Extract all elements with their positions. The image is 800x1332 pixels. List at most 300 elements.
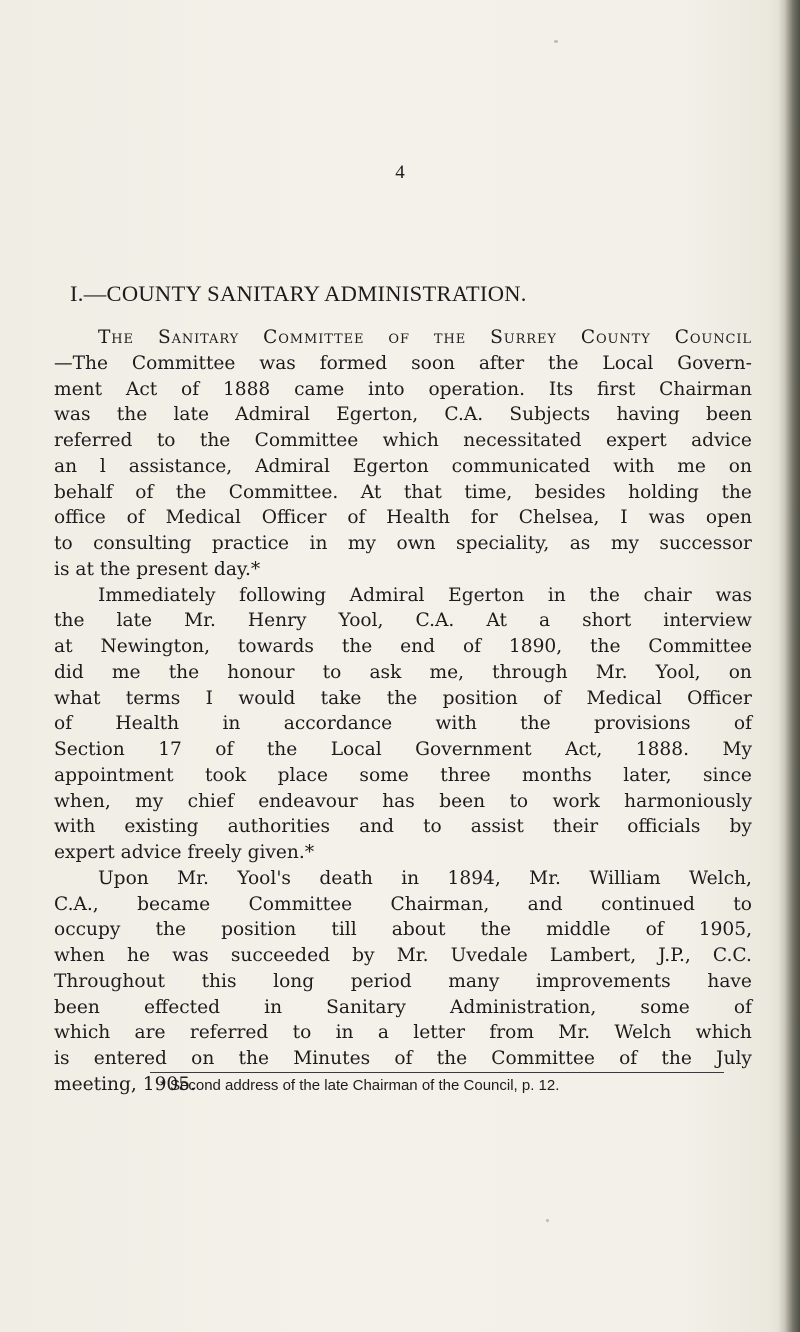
text-line [54,995,752,1021]
word: in [222,713,241,735]
word: chief [187,790,234,812]
word: which [695,1022,752,1044]
word: Act, [565,739,603,760]
word: Mr. [595,661,628,683]
word: Govern- [677,352,752,374]
word: Mr. [184,610,216,632]
word: the [116,404,148,426]
word: My [722,739,752,760]
word: position [221,919,297,941]
word: appointment [54,764,174,786]
word: for [470,507,498,529]
word: Act [125,378,158,400]
word: 1888. [635,739,689,760]
word: as [569,533,591,554]
line-text [54,737,752,763]
word: C.A., [54,893,99,915]
word: the [238,1048,269,1069]
word: the [589,584,620,606]
word: occupy [54,919,121,941]
word: 1890, [508,636,563,657]
line-text [54,686,752,712]
word: Committee [131,352,236,374]
word: death [319,867,373,889]
word: Mr. [177,867,209,889]
line-text [54,480,752,506]
word: Mr. [529,867,561,889]
line-text [54,531,752,557]
word: since [703,764,752,786]
text-line [54,557,752,583]
word: was [54,404,91,426]
word: an [54,455,78,477]
line-text [54,608,752,634]
word: from [489,1022,534,1044]
word: the [54,610,85,632]
word: I [205,687,214,709]
word: of [462,636,482,657]
word: Immediately [98,584,216,606]
word: of [135,481,154,503]
word: Egerton, [336,404,419,426]
word: July [716,1048,752,1069]
word: terms [125,687,181,709]
line-text [54,763,752,789]
text-line [54,660,752,686]
word: of [543,687,562,709]
word: my [347,533,377,554]
word: took [205,764,247,786]
line-text [54,377,752,403]
word: time, [464,481,513,503]
word: about [391,919,446,941]
word: Local [330,739,382,760]
word: me, [429,661,465,683]
word: are [134,1022,166,1044]
word: to [54,533,73,554]
word: some [640,996,690,1018]
word: middle [546,919,611,941]
word: Throughout [54,970,165,992]
word: been [439,790,486,812]
word: Mr. [558,1022,591,1044]
word: having [616,404,680,426]
line-text: expert advice freely given.* [54,842,315,863]
word: officials [627,816,701,838]
paragraph-lead [98,325,752,351]
word: became [137,893,211,915]
text-line [54,608,752,634]
line-text [54,995,752,1021]
word: Upon [98,867,149,889]
word: on [728,455,752,477]
line-text [54,814,752,840]
word: which [382,430,439,451]
word: would [238,687,296,709]
word: Its [548,378,574,400]
word: effected [144,996,221,1018]
text-line [54,1046,752,1072]
word: on [728,661,752,683]
word: in [309,533,328,554]
line-text: is at the present day.* [54,558,261,580]
text-line [54,892,752,918]
word: County [580,327,651,348]
word: the [480,919,511,941]
word: open [705,507,752,529]
paper-speck [546,1219,549,1222]
word: work [552,790,600,812]
word: of [215,739,234,760]
word: 17 [158,739,182,760]
word: Chelsea, [518,507,600,529]
word: was [172,945,209,966]
page-edge-shadow [778,0,800,1332]
word: in [264,996,283,1018]
word: interview [663,610,752,632]
word: been [54,996,100,1018]
word: The [98,327,134,348]
text-line [54,763,752,789]
body-text [54,325,752,1098]
section-heading: I.—COUNTY SANITARY ADMINISTRATION. [70,281,527,306]
word: period [350,970,412,992]
text-line [54,866,752,892]
word: by [729,816,752,838]
word: At [486,610,507,632]
paper-speck [554,40,558,43]
word: of [126,507,145,529]
word: of [733,996,752,1018]
word: chair [643,584,692,606]
word: is [54,1048,70,1069]
word: C.A. [444,404,484,426]
word: through [492,661,568,683]
word: Egerton [352,455,429,477]
word: the [433,327,467,348]
word: the [436,1048,468,1069]
word: consulting [93,533,192,554]
word: Yool's [237,867,291,889]
word: Committee [648,636,752,657]
word: and [527,893,563,915]
word: existing [124,816,199,838]
word: Minutes [293,1048,371,1069]
line-text [54,892,752,918]
word: has [382,790,415,812]
word: Egerton [448,584,525,606]
word: Committee [248,893,353,915]
word: Local [602,352,654,374]
word: harmoniously [624,790,752,812]
word: into [368,378,405,400]
word: Chairman, [390,893,490,915]
word: to [733,893,752,915]
word: Committee [263,327,365,348]
word: accordance [283,713,393,735]
word: speciality, [456,533,550,554]
word: William [589,867,661,889]
word: he [127,945,150,966]
word: continued [601,893,695,915]
line-text [54,917,752,943]
word: the [721,481,752,503]
word: towards [237,636,314,657]
word: 1894, [447,867,501,889]
word: necessitated [463,430,582,451]
word: to [292,1022,312,1044]
text-line [54,351,752,377]
word: own [396,533,436,554]
word: the [199,430,231,451]
text-line [54,428,752,454]
word: with [613,455,655,477]
word: been [706,404,752,426]
word: J.P., [658,945,691,966]
word: came [294,378,345,400]
word: successor [659,533,752,554]
word: expert [605,430,667,451]
text-line [54,325,752,351]
word: of [347,507,366,529]
word: in [401,867,420,889]
word: the [266,739,298,760]
word: the [548,352,579,374]
word: Mr. [396,945,429,966]
text-line [54,454,752,480]
line-text [54,789,752,815]
word: honour [227,661,295,683]
word: the [590,636,621,657]
word: late [173,404,209,426]
word: that [403,481,442,503]
word: Yool, [655,661,701,683]
text-line [54,505,752,531]
word: till [331,919,357,941]
text-line [54,917,752,943]
word: formed [319,352,388,374]
word: of [619,1048,638,1069]
line-text [54,943,752,969]
word: take [320,687,362,709]
word: Welch, [689,867,752,889]
word: Uvedale [450,945,528,966]
word: Admiral [235,404,311,426]
word: Chairman [659,378,752,400]
word: some [359,764,409,786]
word: C.A. [415,610,455,632]
word: of [733,713,752,735]
word: Section [54,739,125,760]
word: practice [211,533,290,554]
text-line [54,789,752,815]
word: of [394,1048,413,1069]
word: Medical [165,507,241,529]
word: Officer [261,507,327,529]
word: after [478,352,525,374]
word: Council [674,327,752,348]
word: Surrey [490,327,557,348]
text-line [54,531,752,557]
word: was [259,352,296,374]
word: to [322,661,342,683]
word: I [620,507,628,529]
word: the [386,687,418,709]
word: in [335,1022,354,1044]
text-line [54,737,752,763]
word: me [111,661,141,683]
word: improvements [536,970,671,992]
text-line [54,814,752,840]
line-text [54,711,752,737]
word: Committee. [228,481,339,503]
word: Yool, [338,610,384,632]
word: Officer [687,687,752,709]
word: Admiral [349,584,425,606]
word: a [538,610,551,632]
line-text [98,866,752,892]
word: which [54,1022,111,1044]
word: short [582,610,632,632]
word: three [440,764,491,786]
word: Health [115,713,180,735]
word: the [661,1048,692,1069]
word: referred [189,1022,269,1044]
word: referred [54,430,133,451]
word: l [99,455,106,477]
word: Henry [247,610,307,632]
word: their [552,816,599,838]
word: end [400,636,436,657]
word: assistance, [128,455,233,477]
word: was [648,507,686,529]
text-line [54,840,752,866]
word: Lambert, [549,945,637,966]
word: the [168,661,200,683]
word: following [239,584,327,606]
word: place [277,764,328,786]
word: Newington, [100,636,211,657]
word: the [155,919,186,941]
footnote: * Second address of the late Chairman of the Council, p. 12. [160,1077,560,1094]
word: this [201,970,237,992]
line-text: meeting, 1905. [54,1073,196,1095]
line-text [54,351,752,377]
word: my [135,790,164,812]
line-text [54,969,752,995]
word: did [54,661,84,683]
word: position [442,687,518,709]
word: Sanitary [326,996,406,1018]
text-line [54,969,752,995]
word: letter [413,1022,466,1044]
line-text [54,402,752,428]
word: when, [54,790,111,812]
word: to [423,816,442,838]
page-number: 4 [395,162,405,183]
word: C.C. [712,945,752,966]
word: to [156,430,176,451]
line-text [54,1046,752,1072]
word: At [360,481,382,503]
word: months [522,764,592,786]
footnote-rule [150,1072,724,1073]
word: provisions [593,713,691,735]
word: succeeded [230,945,330,966]
word: in [547,584,566,606]
word: with [54,816,96,838]
word: ask [369,661,402,683]
word: Medical [586,687,662,709]
word: first [597,378,636,400]
line-text [54,505,752,531]
word: Administration, [449,996,597,1018]
text-line [54,634,752,660]
word: entered [93,1048,167,1069]
word: a [377,1022,389,1044]
word: what [54,687,101,709]
word: me [677,455,706,477]
word: soon [411,352,455,374]
word: authorities [227,816,331,838]
word: 1888 [222,378,271,400]
word: ment [54,378,103,400]
word: by [352,945,375,966]
word: communicated [451,455,591,477]
word: Government [415,739,532,760]
word: the [175,481,207,503]
text-line [54,377,752,403]
word: Welch [614,1022,672,1044]
word: endeavour [258,790,358,812]
word: Admiral [255,455,330,477]
word: —The [54,352,108,374]
word: later, [623,764,672,786]
word: of [54,713,73,735]
word: the [341,636,373,657]
word: when [54,945,105,966]
text-line [54,1020,752,1046]
word: operation. [428,378,526,400]
word: behalf [54,481,113,503]
word: my [610,533,639,554]
word: to [509,790,529,812]
word: was [715,584,752,606]
word: Subjects [509,404,591,426]
line-text [54,1020,752,1046]
word: at [54,636,73,657]
line-text [54,428,752,454]
line-text [98,583,752,609]
text-line [54,686,752,712]
word: of [388,327,410,348]
text-line [54,943,752,969]
word: of [645,919,664,941]
word: Health [386,507,450,529]
text-line [54,402,752,428]
word: besides [534,481,606,503]
word: office [54,507,106,529]
word: assist [470,816,524,838]
text-line [54,583,752,609]
word: Sanitary [157,327,240,348]
word: Committee [491,1048,595,1069]
word: on [191,1048,215,1069]
word: Committee [254,430,359,451]
word: advice [691,430,752,451]
word: late [116,610,153,632]
word: holding [628,481,699,503]
